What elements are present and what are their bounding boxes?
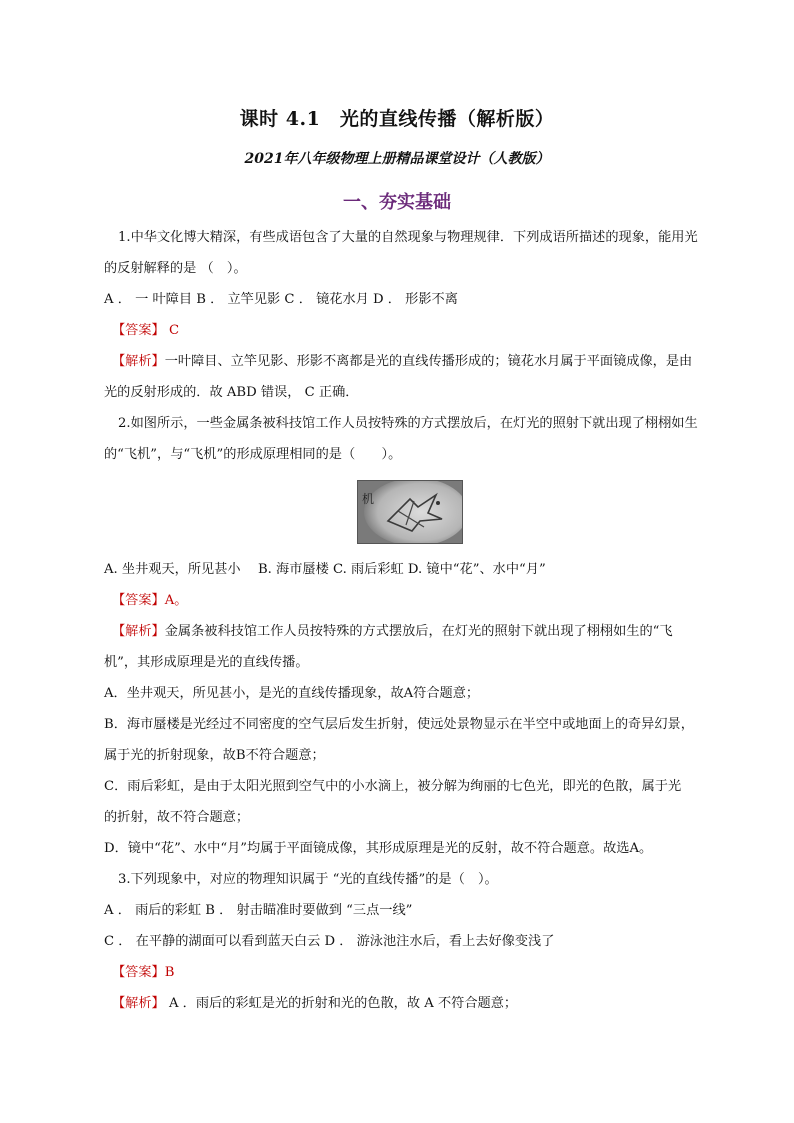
q2-options: A. 坐井观天，所见甚小 B. 海市蜃楼 C. 雨后彩虹 D. 镜中“花”、水中“月”	[104, 562, 546, 577]
q2-analysis-option-c-line2: 的折射，故不符合题意；	[104, 810, 250, 825]
q3-stem: 3.下列现象中，对应的物理知识属于 “光的直线传播”的是（ ）。	[118, 872, 498, 887]
q2-stem-line1: 2.如图所示，一些金属条被科技馆工作人员按特殊的方式摆放后，在灯光的照射下就出现了栩栩如生	[118, 416, 698, 431]
q2-analysis-option-d: D．镜中“花”、水中“月”均属于平面镜成像，其形成原理是光的反射，故不符合题意。故选A。	[104, 841, 653, 856]
q1-answer-tag: 【答案】	[112, 323, 165, 338]
q1-options: A ． 一 叶障目 B ． 立竿见影 C ． 镜花水月 D ． 形影不离	[104, 292, 458, 307]
q3-answer-value: B	[164, 965, 175, 980]
q3-analysis-text: A ．雨后的彩虹是光的折射和光的色散，故 A 不符合题意；	[164, 996, 518, 1011]
q2-analysis-option-b-line1: B．海市蜃楼是光经过不同密度的空气层后发生折射，使远处景物显示在半空中或地面上的奇异幻景，	[104, 717, 694, 732]
q3-analysis-line1	[112, 994, 732, 1014]
q2-analysis-tag: 【解析】	[112, 624, 165, 639]
q1-stem-line2: 的反射解释的是 （ ）。	[104, 261, 247, 276]
q2-analysis-line2: 机”，其形成原理是光的直线传播。	[104, 655, 309, 670]
q3-options-line1: A ． 雨后的彩虹 B ． 射击瞄准时要做到 “三点一线”	[104, 903, 413, 918]
page-subtitle: 2021年八年级物理上册精品课堂设计（人教版）	[244, 151, 550, 167]
q1-analysis-text: 一叶障目、立竿见影、形影不离都是光的直线传播形成的；镜花水月属于平面镜成像，是由	[164, 354, 693, 369]
q1-answer-value: C	[164, 323, 180, 338]
q1-answer	[112, 321, 732, 341]
q2-analysis-option-b-line2: 属于光的折射现象，故B不符合题意；	[104, 748, 325, 763]
figure-label: 机	[362, 492, 375, 506]
q2-analysis-line1	[112, 622, 732, 642]
airplane-figure-image	[357, 480, 463, 544]
q3-answer	[112, 963, 732, 983]
q1-analysis-line2: 光的反射形成的．故 ABD 错误， C 正确．	[104, 385, 359, 400]
q2-answer-value: A。	[164, 593, 188, 608]
airplane-shadow-icon	[358, 481, 462, 543]
q1-analysis-line1	[112, 352, 732, 372]
q2-answer	[112, 591, 732, 611]
section-heading: 一、夯实基础	[343, 192, 451, 213]
q2-analysis-option-c-line1: C．雨后彩虹，是由于太阳光照到空气中的小水滴上，被分解为绚丽的七色光，即光的色散，属于光	[104, 779, 682, 794]
page-title: 课时 4.1 光的直线传播（解析版）	[239, 108, 555, 130]
q1-analysis-tag: 【解析】	[112, 354, 165, 369]
q2-answer-tag: 【答案】	[112, 593, 165, 608]
q3-options-line2: C ． 在平静的湖面可以看到蓝天白云 D ． 游泳池注水后，看上去好像变浅了	[104, 934, 555, 949]
q2-stem-line2: 的“飞机”，与“飞机”的形成原理相同的是（ ）。	[104, 447, 402, 462]
q3-analysis-tag: 【解析】	[112, 996, 165, 1011]
q2-analysis-text: 金属条被科技馆工作人员按特殊的方式摆放后，在灯光的照射下就出现了栩栩如生的“飞	[164, 624, 673, 639]
q2-analysis-option-a: A．坐井观天，所见甚小，是光的直线传播现象，故A符合题意；	[104, 686, 480, 701]
q1-stem-line1: 1.中华文化博大精深，有些成语包含了大量的自然现象与物理规律．下列成语所描述的现象，能用光	[118, 230, 698, 245]
q3-answer-tag: 【答案】	[112, 965, 165, 980]
